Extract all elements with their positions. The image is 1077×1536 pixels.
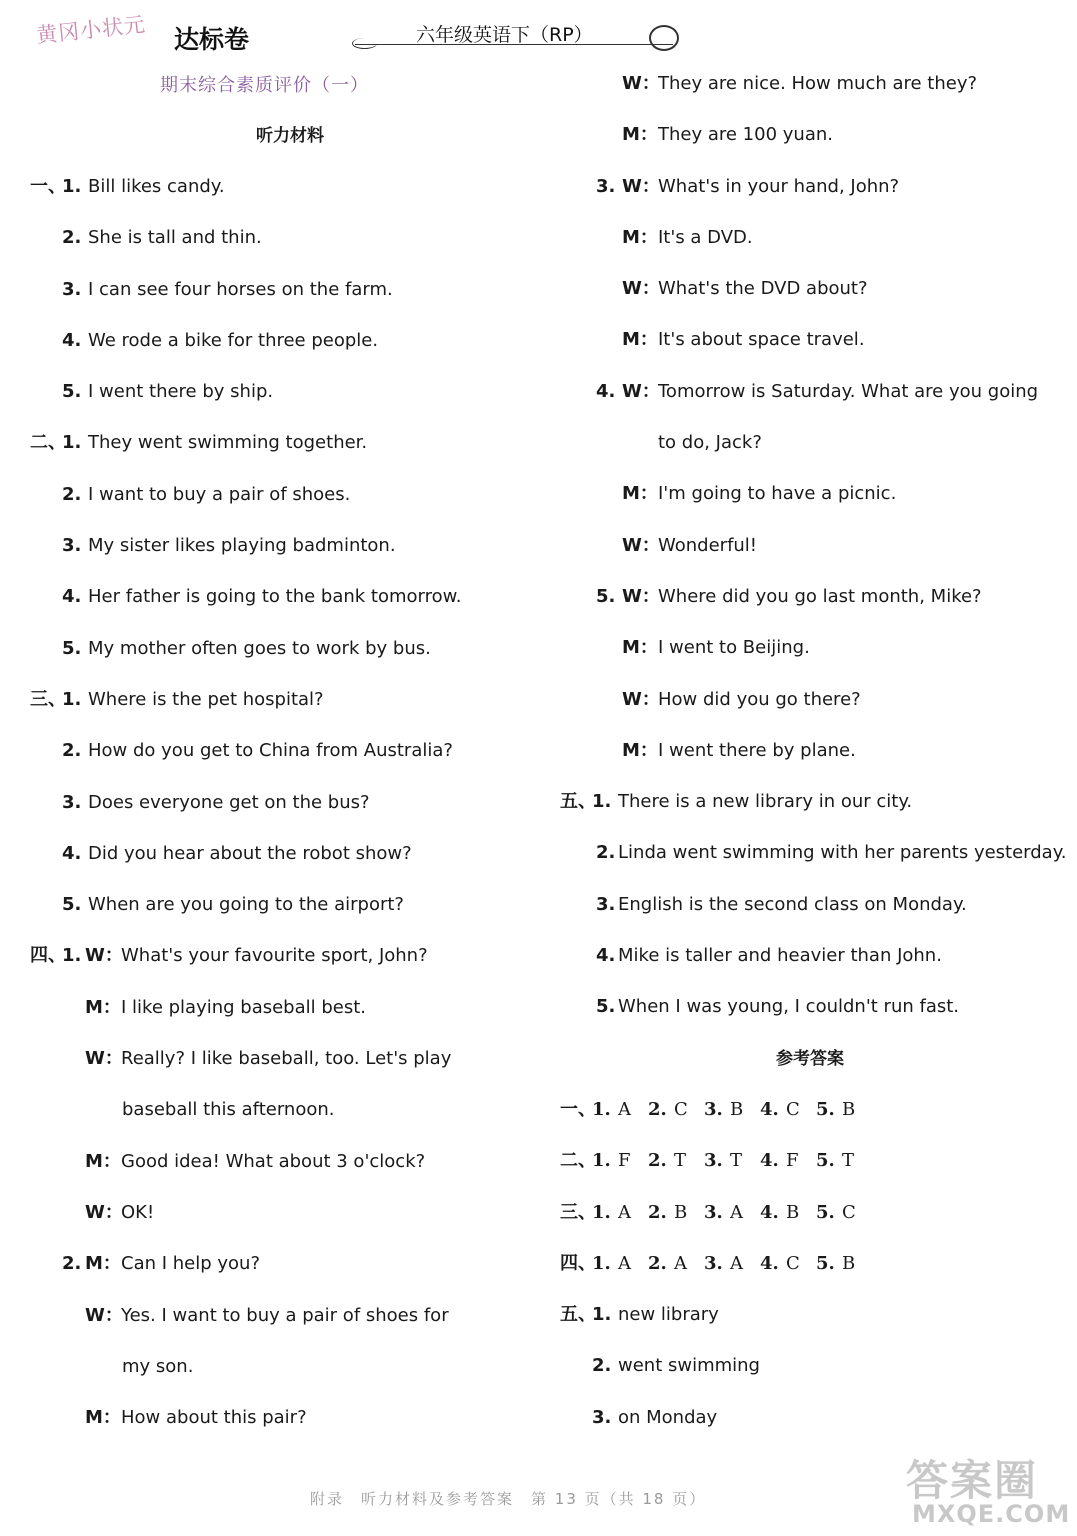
item-number: 1. — [62, 432, 82, 454]
answer-number: 3. — [704, 1252, 723, 1274]
line-text: Her father is going to the bank tomorrow. — [88, 586, 462, 608]
speaker-label: M： — [622, 483, 658, 505]
answer-number: 2. — [648, 1098, 667, 1120]
speaker-label: M： — [622, 124, 658, 146]
speaker-label: W： — [85, 1201, 123, 1223]
speaker-label: M： — [622, 226, 658, 248]
section-marker: 三、 — [560, 1201, 596, 1223]
line-text: OK! — [121, 1201, 155, 1223]
item-number: 4. — [62, 586, 82, 608]
answer-value: B — [842, 1098, 856, 1120]
answer-value: C — [786, 1252, 800, 1274]
line-text: What's the DVD about? — [658, 278, 868, 300]
speaker-label: M： — [622, 739, 658, 761]
line-text: I went there by plane. — [658, 739, 856, 761]
line-text: How do you get to China from Australia? — [88, 740, 453, 762]
page-title: 期末综合素质评价（一） — [160, 75, 369, 96]
line-text: I like playing baseball best. — [121, 996, 367, 1018]
line-text: There is a new library in our city. — [618, 791, 913, 813]
item-number: 5. — [62, 381, 82, 403]
item-number: 3. — [62, 791, 82, 813]
answer-number: 1. — [592, 1252, 611, 1274]
line-text: I can see four horses on the farm. — [88, 278, 393, 300]
answer-value: F — [786, 1150, 799, 1172]
item-number: 2. — [62, 1253, 82, 1275]
line-text: Linda went swimming with her parents yesterday. — [618, 842, 1067, 864]
section-title-listening: 听力材料 — [256, 126, 324, 146]
line-text: What's in your hand, John? — [658, 175, 900, 197]
section-marker: 二、 — [560, 1150, 596, 1172]
answer-number: 2. — [648, 1150, 667, 1172]
item-number: 4. — [596, 380, 616, 402]
answer-number: 5. — [816, 1201, 835, 1223]
answer-value: A — [674, 1252, 687, 1274]
answer-value: B — [730, 1098, 744, 1120]
section-marker: 五、 — [560, 1304, 596, 1326]
answer-value: B — [786, 1201, 800, 1223]
answer-value: T — [674, 1150, 687, 1172]
item-number: 4. — [596, 945, 616, 967]
answer-number: 2. — [648, 1252, 667, 1274]
answer-number: 5. — [816, 1252, 835, 1274]
answer-value: B — [842, 1252, 856, 1274]
item-number: 5. — [596, 996, 616, 1018]
answer-value: C — [674, 1098, 688, 1120]
line-text: baseball this afternoon. — [122, 1099, 335, 1121]
brand-logo: 黄冈小状元 — [35, 12, 148, 48]
item-number: 3. — [596, 893, 616, 915]
answer-text: new library — [618, 1304, 719, 1326]
answer-number: 4. — [760, 1201, 779, 1223]
section-marker: 四、 — [30, 945, 66, 967]
line-text: Yes. I want to buy a pair of shoes for — [121, 1304, 449, 1326]
answer-value: A — [730, 1201, 743, 1223]
answer-number: 3. — [704, 1150, 723, 1172]
speaker-label: W： — [85, 945, 123, 967]
line-text: I'm going to have a picnic. — [658, 483, 897, 505]
answer-number: 3. — [592, 1406, 612, 1428]
line-text: My mother often goes to work by bus. — [88, 637, 431, 659]
answer-value: A — [618, 1098, 631, 1120]
section-marker: 二、 — [30, 432, 66, 454]
answer-number: 1. — [592, 1201, 611, 1223]
speaker-label: M： — [85, 1150, 121, 1172]
answer-number: 1. — [592, 1098, 611, 1120]
answer-number: 1. — [592, 1304, 612, 1326]
line-text: I want to buy a pair of shoes. — [88, 483, 351, 505]
line-text: When I was young, I couldn't run fast. — [618, 996, 960, 1018]
item-number: 5. — [62, 637, 82, 659]
line-text: to do, Jack? — [658, 432, 762, 454]
item-number: 2. — [62, 740, 82, 762]
item-number: 3. — [596, 175, 616, 197]
line-text: my son. — [122, 1355, 194, 1377]
line-text: My sister likes playing badminton. — [88, 535, 396, 557]
speaker-label: M： — [85, 996, 121, 1018]
line-text: They went swimming together. — [88, 432, 368, 454]
line-text: Did you hear about the robot show? — [88, 842, 412, 864]
answer-value: T — [730, 1150, 743, 1172]
line-text: She is tall and thin. — [88, 227, 262, 249]
answer-number: 3. — [704, 1201, 723, 1223]
badge-icon — [649, 25, 679, 51]
item-number: 2. — [596, 842, 616, 864]
section-marker: 四、 — [560, 1252, 596, 1274]
item-number: 5. — [62, 894, 82, 916]
watermark-en: MXQE.COM — [912, 1500, 1071, 1528]
section-marker: 三、 — [30, 688, 66, 710]
section-marker: 一、 — [560, 1098, 596, 1120]
answer-value: C — [786, 1098, 800, 1120]
line-text: They are 100 yuan. — [658, 124, 833, 146]
speaker-label: W： — [85, 1304, 123, 1326]
line-text: Where is the pet hospital? — [88, 688, 324, 710]
speaker-label: W： — [85, 1048, 123, 1070]
line-text: We rode a bike for three people. — [88, 329, 379, 351]
speaker-label: W： — [622, 175, 660, 197]
watermark-cn: 答案圈 — [906, 1456, 1039, 1505]
item-number: 1. — [592, 791, 612, 813]
answer-value: A — [618, 1252, 631, 1274]
answer-value: A — [618, 1201, 631, 1223]
answer-text: on Monday — [618, 1406, 718, 1428]
item-number: 2. — [62, 227, 82, 249]
line-text: Good idea! What about 3 o'clock? — [121, 1150, 426, 1172]
line-text: What's your favourite sport, John? — [121, 945, 428, 967]
speaker-label: W： — [622, 380, 660, 402]
grade-label: 六年级英语下（RP） — [416, 24, 593, 46]
item-number: 5. — [596, 585, 616, 607]
line-text: How about this pair? — [121, 1407, 307, 1429]
answer-value: F — [618, 1150, 631, 1172]
line-text: I went to Beijing. — [658, 637, 810, 659]
line-text: It's about space travel. — [658, 329, 865, 351]
item-number: 2. — [62, 483, 82, 505]
item-number: 3. — [62, 535, 82, 557]
speaker-label: W： — [622, 278, 660, 300]
speaker-label: M： — [622, 329, 658, 351]
answer-number: 2. — [648, 1201, 667, 1223]
answer-number: 4. — [760, 1098, 779, 1120]
answer-value: T — [842, 1150, 855, 1172]
answer-value: C — [842, 1201, 856, 1223]
answer-number: 5. — [816, 1150, 835, 1172]
line-text: English is the second class on Monday. — [618, 893, 967, 915]
answer-number: 4. — [760, 1252, 779, 1274]
answer-number: 2. — [592, 1355, 612, 1377]
line-text: When are you going to the airport? — [88, 894, 404, 916]
line-text: I went there by ship. — [88, 381, 274, 403]
item-number: 1. — [62, 945, 82, 967]
line-text: Bill likes candy. — [88, 176, 225, 197]
section-marker: 五、 — [560, 791, 596, 813]
watermark — [900, 1448, 1071, 1528]
speaker-label: M： — [622, 637, 658, 659]
line-text: Where did you go last month, Mike? — [658, 585, 982, 607]
section-marker: 一、 — [30, 176, 66, 197]
line-text: Does everyone get on the bus? — [88, 791, 370, 813]
line-text: Wonderful! — [658, 534, 758, 556]
answer-text: went swimming — [618, 1355, 760, 1377]
item-number: 4. — [62, 842, 82, 864]
page-footer: 附录 听力材料及参考答案 第 13 页（共 18 页） — [310, 1490, 707, 1508]
answer-value: B — [674, 1201, 688, 1223]
answer-value: A — [730, 1252, 743, 1274]
speaker-label: W： — [622, 534, 660, 556]
speaker-label: W： — [622, 688, 660, 710]
answer-number: 3. — [704, 1098, 723, 1120]
item-number: 1. — [62, 176, 82, 197]
line-text: Really? I like baseball, too. Let's play — [121, 1048, 452, 1070]
answer-number: 4. — [760, 1150, 779, 1172]
line-text: Tomorrow is Saturday. What are you going — [658, 380, 1039, 402]
series-title: 达标卷 — [174, 25, 250, 54]
answer-number: 5. — [816, 1098, 835, 1120]
line-text: It's a DVD. — [658, 226, 753, 248]
item-number: 1. — [62, 688, 82, 710]
speaker-label: W： — [622, 585, 660, 607]
speaker-label: M： — [85, 1253, 121, 1275]
line-text: How did you go there? — [658, 688, 861, 710]
answer-number: 1. — [592, 1150, 611, 1172]
section-title-answers: 参考答案 — [776, 1048, 844, 1069]
speaker-label: M： — [85, 1407, 121, 1429]
speaker-label: W： — [622, 73, 660, 94]
line-text: Mike is taller and heavier than John. — [618, 945, 942, 967]
line-text: They are nice. How much are they? — [658, 73, 978, 94]
item-number: 3. — [62, 278, 82, 300]
item-number: 4. — [62, 329, 82, 351]
line-text: Can I help you? — [121, 1253, 261, 1275]
